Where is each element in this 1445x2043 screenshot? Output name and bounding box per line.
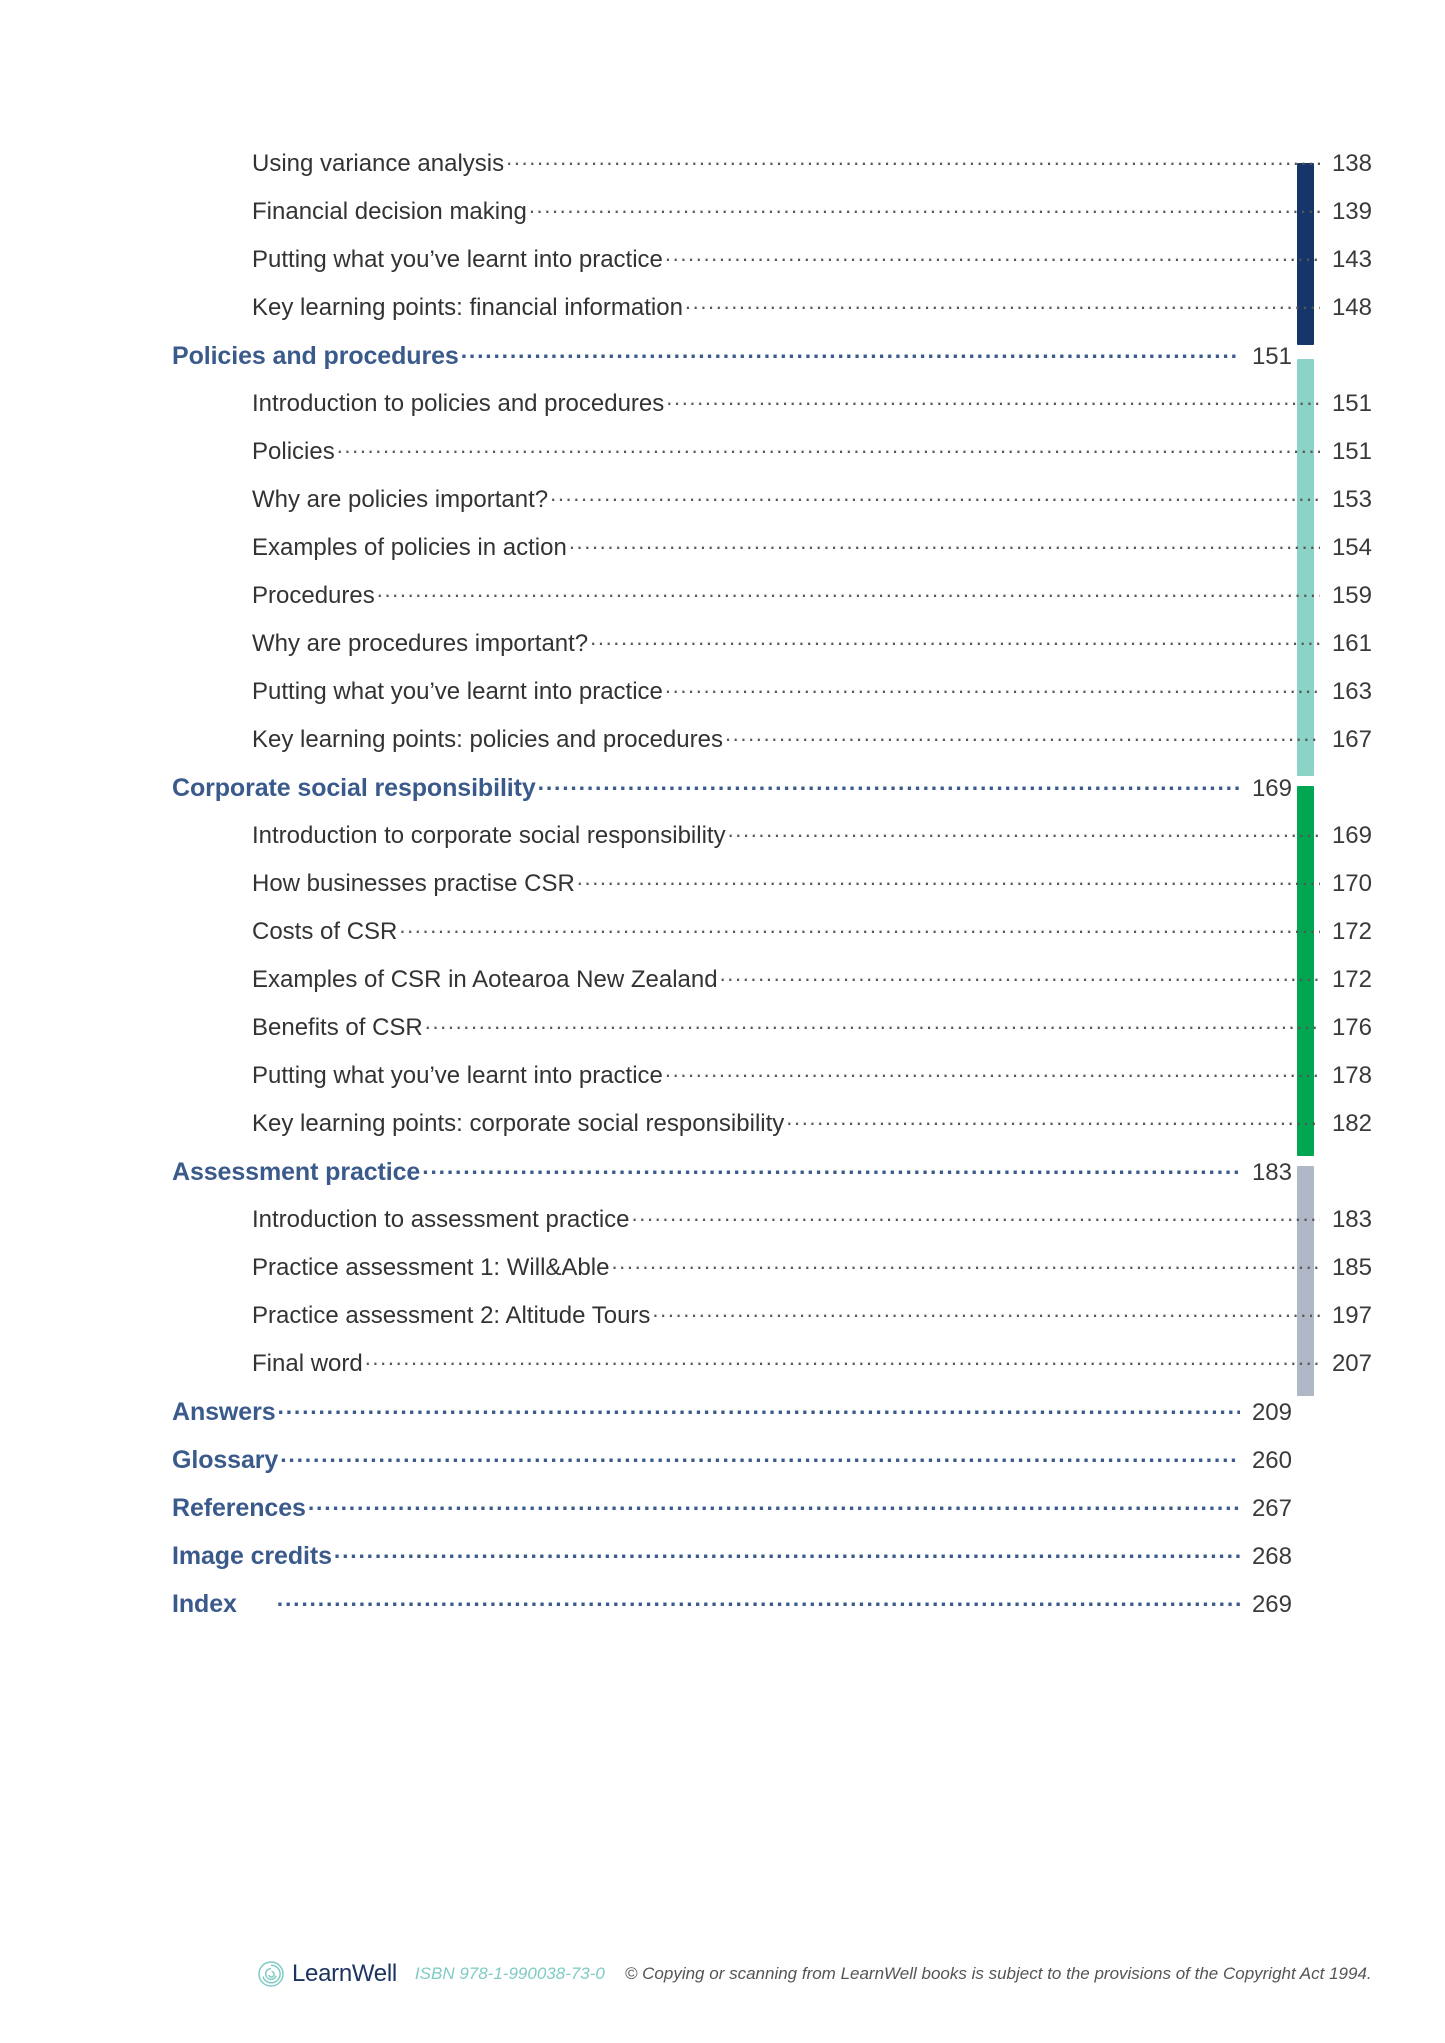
toc-dot-leader bbox=[611, 1259, 1320, 1275]
toc-dot-leader bbox=[685, 299, 1320, 315]
toc-entry-label: Image credits bbox=[172, 1542, 332, 1570]
toc-entry-label: Why are policies important? bbox=[252, 486, 549, 513]
toc-entry[interactable] bbox=[172, 822, 1372, 870]
toc-entry[interactable] bbox=[172, 1158, 1292, 1206]
toc-dot-leader bbox=[786, 1115, 1320, 1131]
toc-page-number: 148 bbox=[1331, 294, 1372, 321]
toc-dot-leader bbox=[308, 1500, 1240, 1516]
toc-entry-label: Practice assessment 2: Altitude Tours bbox=[252, 1302, 651, 1329]
toc-dot-leader bbox=[506, 155, 1320, 171]
toc-page-number: 139 bbox=[1331, 198, 1372, 225]
toc-entry-label: Key learning points: financial information bbox=[252, 294, 683, 321]
toc-entry[interactable] bbox=[172, 486, 1372, 534]
toc-dot-leader bbox=[665, 683, 1320, 699]
toc-page-number: 185 bbox=[1331, 1254, 1372, 1281]
toc-dot-leader bbox=[529, 203, 1320, 219]
toc-entry[interactable] bbox=[172, 1206, 1372, 1254]
toc-entry[interactable] bbox=[172, 1110, 1372, 1158]
toc-page-number: 183 bbox=[1251, 1159, 1292, 1186]
toc-page-number: 197 bbox=[1331, 1302, 1372, 1329]
spiral-logo-icon bbox=[258, 1961, 284, 1987]
toc-entry-label: Index bbox=[172, 1590, 237, 1618]
toc-dot-leader bbox=[461, 348, 1240, 364]
toc-entry[interactable] bbox=[172, 678, 1372, 726]
toc-entry[interactable] bbox=[172, 294, 1372, 342]
toc-entry-label: How businesses practise CSR bbox=[252, 870, 575, 897]
toc-entry-label: Examples of policies in action bbox=[252, 534, 567, 561]
toc-dot-leader bbox=[652, 1307, 1320, 1323]
toc-entry-label: Benefits of CSR bbox=[252, 1014, 423, 1041]
toc-entry[interactable] bbox=[172, 1350, 1372, 1398]
toc-page-number: 138 bbox=[1331, 150, 1372, 177]
toc-dot-leader bbox=[538, 780, 1240, 796]
toc-page-number: 183 bbox=[1331, 1206, 1372, 1233]
toc-entry[interactable] bbox=[172, 1494, 1292, 1542]
toc-entry-label: Using variance analysis bbox=[252, 150, 505, 177]
toc-dot-leader bbox=[337, 443, 1320, 459]
toc-entry-label: Putting what you’ve learnt into practice bbox=[252, 678, 663, 705]
toc-entry[interactable] bbox=[172, 342, 1292, 390]
toc-entry-label: Putting what you’ve learnt into practice bbox=[252, 246, 663, 273]
brand-name: LearnWell bbox=[292, 1960, 397, 1987]
toc-entry[interactable] bbox=[172, 966, 1372, 1014]
toc-page-number: 151 bbox=[1331, 438, 1372, 465]
toc-entry[interactable] bbox=[172, 1302, 1372, 1350]
toc-entry-label: Policies and procedures bbox=[172, 342, 459, 370]
toc-entry-label: Introduction to corporate social responsibility bbox=[252, 822, 726, 849]
toc-dot-leader bbox=[632, 1211, 1320, 1227]
toc-dot-leader bbox=[377, 587, 1320, 603]
toc-page-number: 163 bbox=[1331, 678, 1372, 705]
toc-page-number: 207 bbox=[1331, 1350, 1372, 1377]
toc-page-number: 178 bbox=[1331, 1062, 1372, 1089]
toc-entry[interactable] bbox=[172, 1254, 1372, 1302]
toc-dot-leader bbox=[399, 923, 1320, 939]
toc-dot-leader bbox=[365, 1355, 1320, 1371]
toc-dot-leader bbox=[334, 1548, 1240, 1564]
toc-entry[interactable] bbox=[172, 150, 1372, 198]
toc-page-number: 151 bbox=[1251, 343, 1292, 370]
toc-entry-label: Why are procedures important? bbox=[252, 630, 589, 657]
toc-page-number: 269 bbox=[1251, 1591, 1292, 1618]
toc-dot-leader bbox=[422, 1164, 1240, 1180]
toc-entry[interactable] bbox=[172, 246, 1372, 294]
toc-page-number: 260 bbox=[1251, 1447, 1292, 1474]
toc-entry[interactable] bbox=[172, 390, 1372, 438]
toc-page-number: 209 bbox=[1251, 1399, 1292, 1426]
toc-entry-label: Key learning points: policies and procedures bbox=[252, 726, 723, 753]
toc-entry-label: Corporate social responsibility bbox=[172, 774, 536, 802]
toc-page-number: 167 bbox=[1331, 726, 1372, 753]
toc-entry[interactable] bbox=[172, 1398, 1292, 1446]
toc-entry-label: Introduction to assessment practice bbox=[252, 1206, 630, 1233]
toc-page-number: 153 bbox=[1331, 486, 1372, 513]
toc-page-number: 182 bbox=[1331, 1110, 1372, 1137]
toc-entry[interactable] bbox=[172, 534, 1372, 582]
toc-page-number: 169 bbox=[1331, 822, 1372, 849]
toc-entry[interactable] bbox=[172, 438, 1372, 486]
toc-page-number: 172 bbox=[1331, 918, 1372, 945]
toc-dot-leader bbox=[277, 1596, 1240, 1612]
toc-dot-leader bbox=[728, 827, 1320, 843]
toc-page-number: 151 bbox=[1331, 390, 1372, 417]
toc-page-number: 159 bbox=[1331, 582, 1372, 609]
toc-dot-leader bbox=[569, 539, 1320, 555]
toc-page-number: 169 bbox=[1251, 775, 1292, 802]
toc-dot-leader bbox=[425, 1019, 1320, 1035]
toc-entry[interactable] bbox=[172, 774, 1292, 822]
toc-page-number: 267 bbox=[1251, 1495, 1292, 1522]
toc-entry-label: Examples of CSR in Aotearoa New Zealand bbox=[252, 966, 718, 993]
page-footer bbox=[258, 1958, 1372, 1990]
toc-entry-label: References bbox=[172, 1494, 306, 1522]
toc-entry-label: Introduction to policies and procedures bbox=[252, 390, 665, 417]
toc-dot-leader bbox=[725, 731, 1320, 747]
toc-entry-label: Final word bbox=[252, 1350, 363, 1377]
toc-entry-label: Practice assessment 1: Will&Able bbox=[252, 1254, 610, 1281]
toc-page-number: 170 bbox=[1331, 870, 1372, 897]
toc-dot-leader bbox=[665, 251, 1320, 267]
toc-page-number: 161 bbox=[1331, 630, 1372, 657]
toc-entry[interactable] bbox=[172, 1062, 1372, 1110]
toc-page-number: 176 bbox=[1331, 1014, 1372, 1041]
toc-entry-label: Procedures bbox=[252, 582, 375, 609]
toc-entry[interactable] bbox=[172, 582, 1372, 630]
toc-dot-leader bbox=[550, 491, 1320, 507]
toc-entry[interactable] bbox=[172, 918, 1372, 966]
toc-entry[interactable] bbox=[172, 1446, 1292, 1494]
toc-entry-label: Glossary bbox=[172, 1446, 279, 1474]
toc-entry-label: Financial decision making bbox=[252, 198, 527, 225]
toc-entry[interactable] bbox=[172, 726, 1372, 774]
toc-entry-label: Key learning points: corporate social responsibility bbox=[252, 1110, 785, 1137]
toc-dot-leader bbox=[590, 635, 1320, 651]
toc-entry-label: Policies bbox=[252, 438, 335, 465]
toc-page-number: 172 bbox=[1331, 966, 1372, 993]
toc-dot-leader bbox=[666, 395, 1320, 411]
toc-dot-leader bbox=[280, 1452, 1240, 1468]
toc-entry-label: Costs of CSR bbox=[252, 918, 398, 945]
toc-dot-leader bbox=[665, 1067, 1320, 1083]
toc-entry[interactable] bbox=[172, 1590, 1292, 1638]
toc-entry[interactable] bbox=[172, 630, 1372, 678]
toc-page-number: 143 bbox=[1331, 246, 1372, 273]
isbn-text: ISBN 978-1-990038-73-0 bbox=[414, 1964, 605, 1983]
table-of-contents bbox=[172, 150, 1372, 1638]
toc-entry-label: Putting what you’ve learnt into practice bbox=[252, 1062, 663, 1089]
toc-entry-label: Answers bbox=[172, 1398, 276, 1426]
copyright-notice: © Copying or scanning from LearnWell books is subject to the provisions of the Copyright Act 1994. bbox=[624, 1964, 1372, 1983]
toc-page-number: 154 bbox=[1331, 534, 1372, 561]
toc-entry[interactable] bbox=[172, 1542, 1292, 1590]
toc-dot-leader bbox=[577, 875, 1320, 891]
toc-entry[interactable] bbox=[172, 870, 1372, 918]
toc-dot-leader bbox=[720, 971, 1320, 987]
toc-entry-label: Assessment practice bbox=[172, 1158, 421, 1186]
toc-dot-leader bbox=[278, 1404, 1240, 1420]
toc-entry[interactable] bbox=[172, 198, 1372, 246]
toc-page-number: 268 bbox=[1251, 1543, 1292, 1570]
toc-entry[interactable] bbox=[172, 1014, 1372, 1062]
